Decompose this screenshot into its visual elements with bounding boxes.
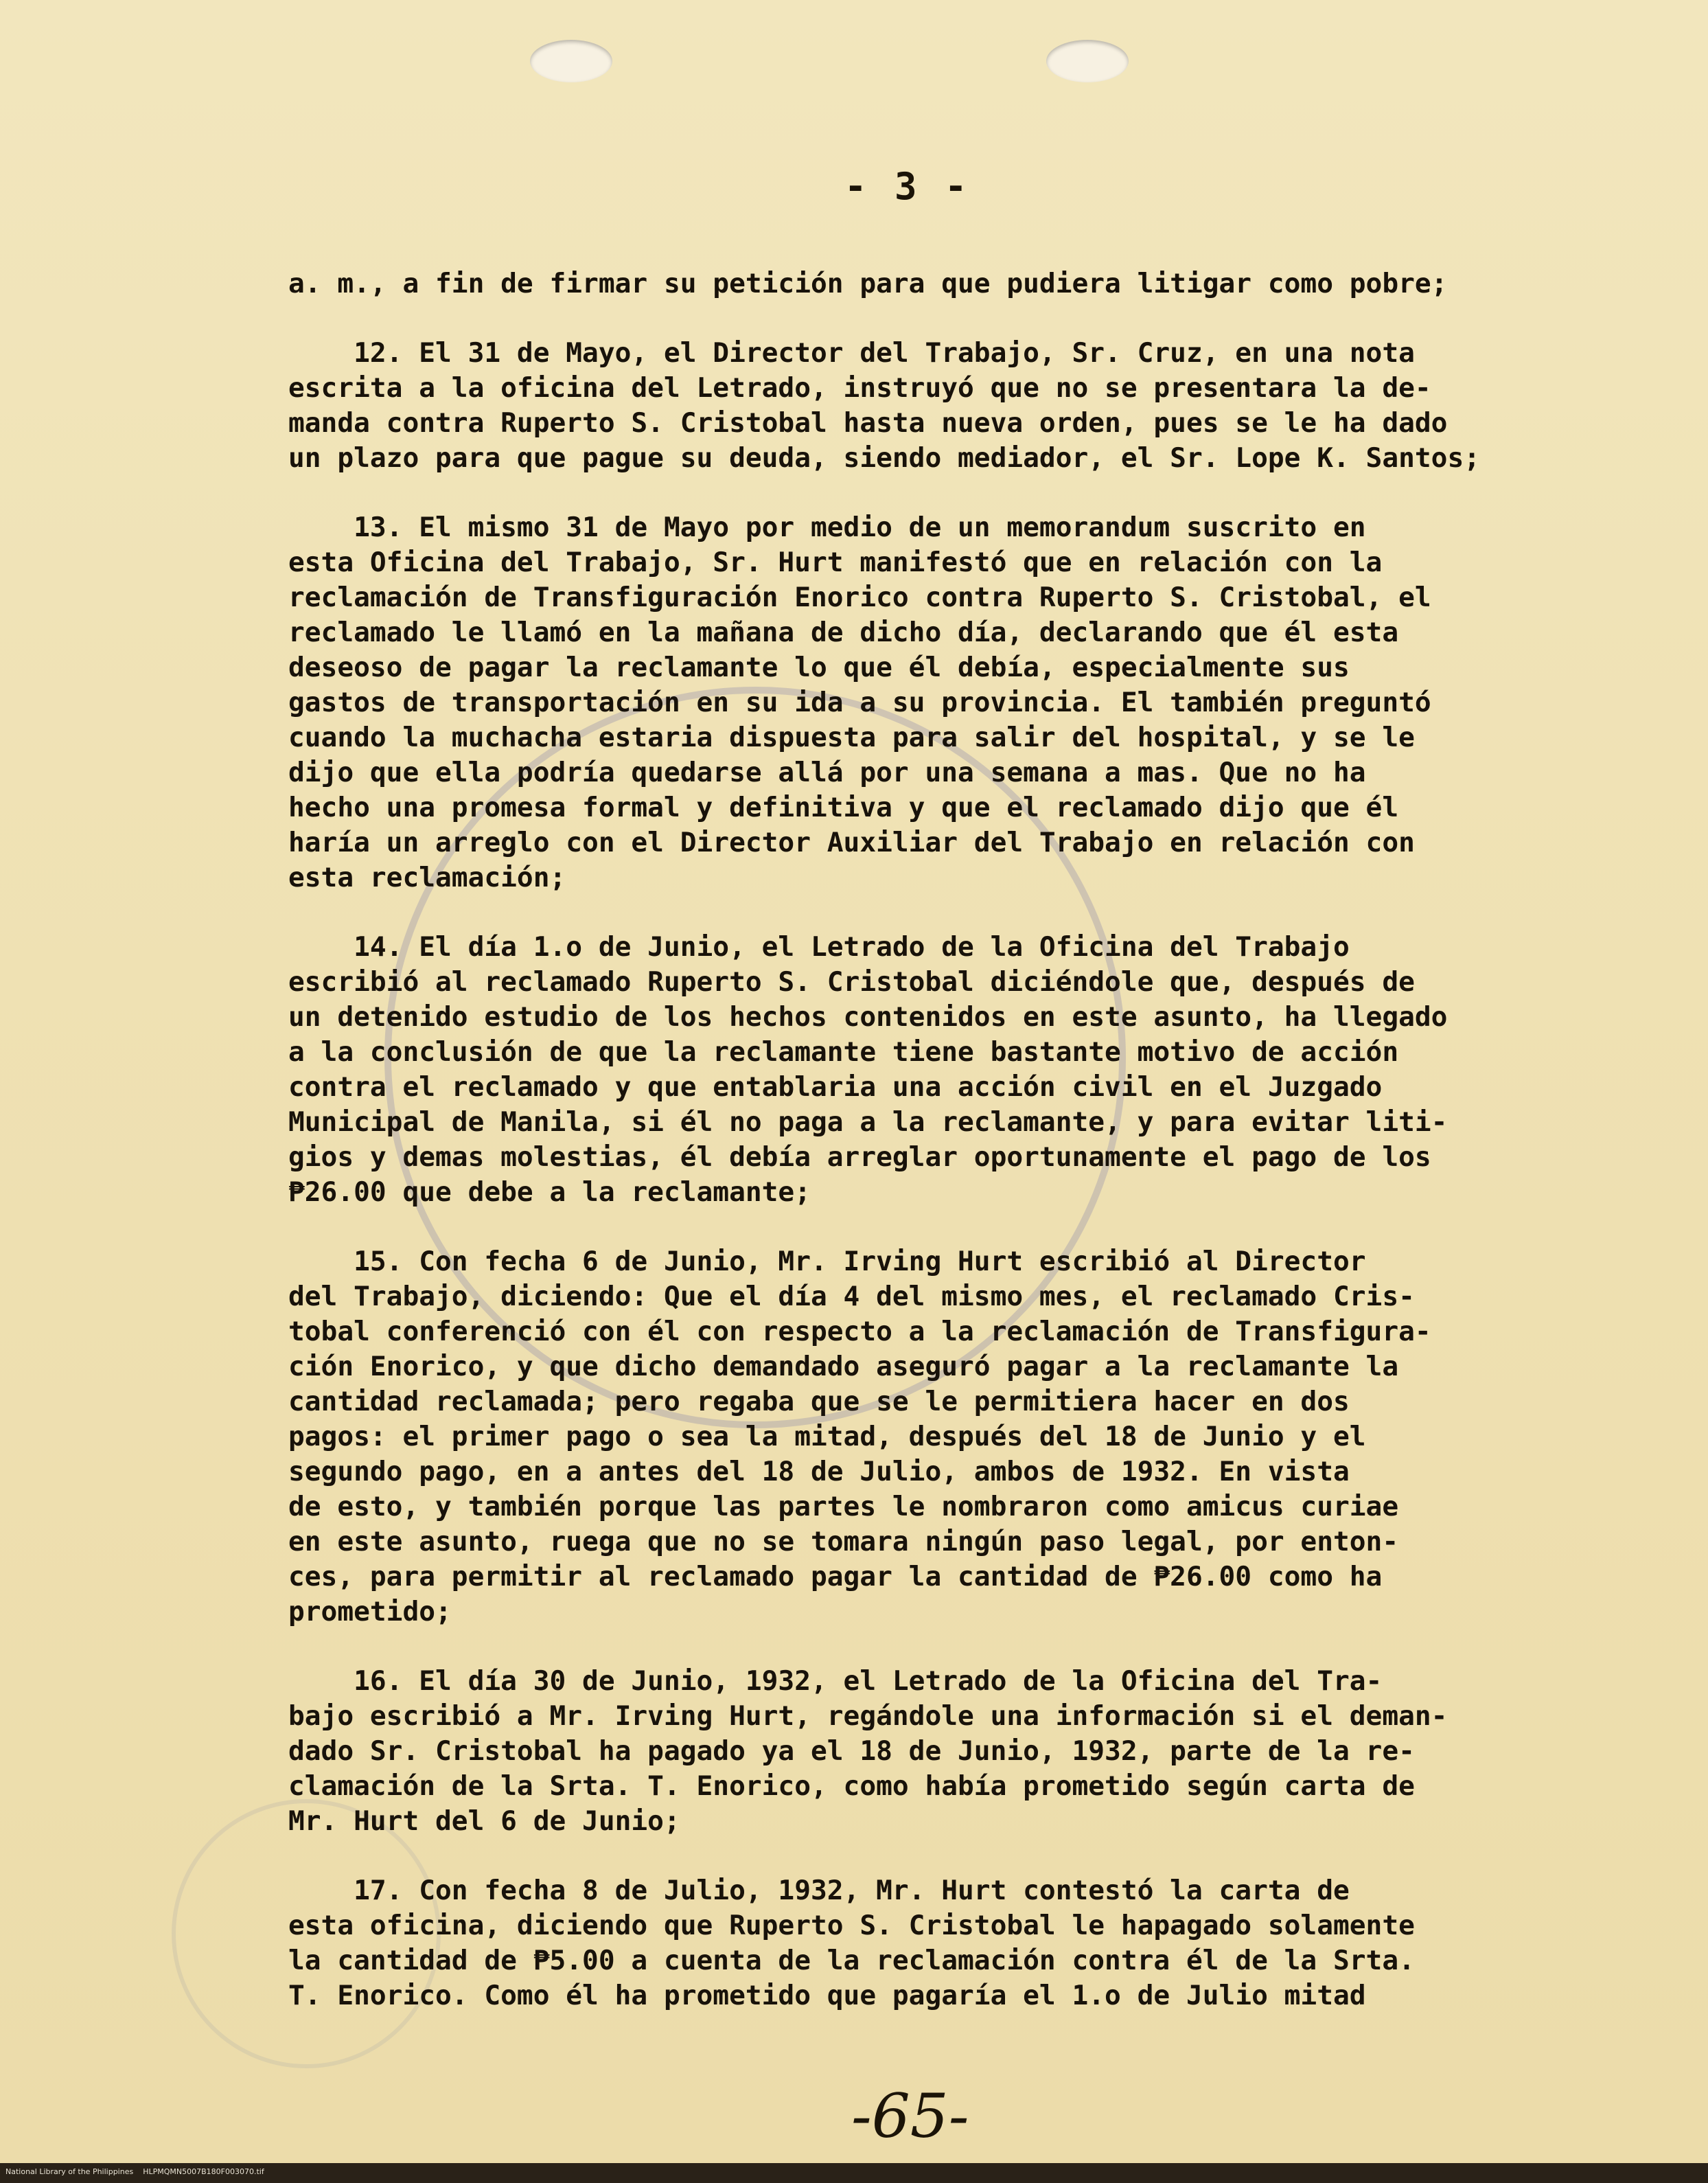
text-line: escribió al reclamado Ruperto S. Cristobal diciéndole que, después de: [288, 966, 1415, 998]
text-line: segundo pago, en a antes del 18 de Julio, ambos de 1932. En vista: [288, 1456, 1350, 1487]
text-line: ces, para permitir al reclamado pagar la cantidad de ₱26.00 como ha: [288, 1561, 1383, 1592]
text-line: 13. El mismo 31 de Mayo por medio de un memorandum suscrito en: [288, 512, 1366, 543]
paragraph: [288, 1244, 1538, 1630]
page-number: - 3 -: [844, 165, 970, 208]
text-line: contra el reclamado y que entablaria una acción civil en el Juzgado: [288, 1071, 1383, 1103]
text-line: esta oficina, diciendo que Ruperto S. Cristobal le hapagado solamente: [288, 1910, 1415, 1941]
text-line: la cantidad de ₱5.00 a cuenta de la reclamación contra él de la Srta.: [288, 1945, 1415, 1976]
text-line: reclamado le llamó en la mañana de dicho día, declarando que él esta: [288, 617, 1399, 648]
text-line: 15. Con fecha 6 de Junio, Mr. Irving Hurt escribió al Director: [288, 1246, 1366, 1277]
text-line: 17. Con fecha 8 de Julio, 1932, Mr. Hurt contestó la carta de: [288, 1875, 1350, 1906]
text-line: 12. El 31 de Mayo, el Director del Trabajo, Sr. Cruz, en una nota: [288, 337, 1415, 369]
text-line: esta Oficina del Trabajo, Sr. Hurt manifestó que en relación con la: [288, 547, 1383, 578]
paragraph-gap: [288, 1839, 1538, 1873]
text-line: T. Enorico. Como él ha prometido que pagaría el 1.o de Julio mitad: [288, 1980, 1366, 2011]
text-line: haría un arreglo con el Director Auxiliar del Trabajo en relación con: [288, 827, 1415, 858]
scan-footer-caption: National Library of the Philippines HLPMQMN5007B180F003070.tif: [5, 2167, 264, 2176]
text-line: Municipal de Manila, si él no paga a la reclamante, y para evitar liti-: [288, 1106, 1448, 1138]
punch-hole-left: [530, 40, 612, 82]
text-line: del Trabajo, diciendo: Que el día 4 del mismo mes, el reclamado Cris-: [288, 1281, 1415, 1312]
paragraph-gap: [288, 895, 1538, 930]
text-line: manda contra Ruperto S. Cristobal hasta nueva orden, pues se le ha dado: [288, 407, 1448, 439]
text-line: bajo escribió a Mr. Irving Hurt, regándole una información si el deman-: [288, 1700, 1448, 1732]
text-line: en este asunto, ruega que no se tomara ningún paso legal, por enton-: [288, 1526, 1399, 1557]
paragraph: [288, 266, 1538, 301]
text-line: deseoso de pagar la reclamante lo que él debía, especialmente sus: [288, 652, 1350, 683]
text-line: escrita a la oficina del Letrado, instruyó que no se presentara la de-: [288, 372, 1431, 404]
text-line: ₱26.00 que debe a la reclamante;: [288, 1176, 811, 1208]
text-line: tobal conferenció con él con respecto a la reclamación de Transfigura-: [288, 1316, 1431, 1347]
paragraph-gap: [288, 301, 1538, 336]
text-line: gastos de transportación en su ida a su provincia. El también preguntó: [288, 687, 1431, 718]
paragraph-gap: [288, 476, 1538, 510]
text-line: 16. El día 30 de Junio, 1932, el Letrado de la Oficina del Tra-: [288, 1665, 1383, 1697]
text-line: dijo que ella podría quedarse allá por una semana a mas. Que no ha: [288, 757, 1366, 788]
paragraph-gap: [288, 1210, 1538, 1244]
text-line: ción Enorico, y que dicho demandado aseguró pagar a la reclamante la: [288, 1351, 1399, 1382]
punch-hole-right: [1046, 40, 1129, 82]
text-line: pagos: el primer pago o sea la mitad, después del 18 de Junio y el: [288, 1421, 1366, 1452]
text-line: cantidad reclamada; pero regaba que se le permitiera hacer en dos: [288, 1386, 1350, 1417]
text-line: a la conclusión de que la reclamante tiene bastante motivo de acción: [288, 1036, 1399, 1068]
text-line: dado Sr. Cristobal ha pagado ya el 18 de Junio, 1932, parte de la re-: [288, 1735, 1415, 1767]
text-line: un detenido estudio de los hechos contenidos en este asunto, ha llegado: [288, 1001, 1448, 1033]
text-line: un plazo para que pague su deuda, siendo mediador, el Sr. Lope K. Santos;: [288, 442, 1481, 474]
handwritten-folio-number: -65-: [851, 2081, 969, 2151]
paragraph-gap: [288, 1630, 1538, 1664]
paragraph: [288, 336, 1538, 476]
text-line: esta reclamación;: [288, 862, 566, 893]
text-line: gios y demas molestias, él debía arreglar oportunamente el pago de los: [288, 1141, 1431, 1173]
text-line: cuando la muchacha estaria dispuesta para salir del hospital, y se le: [288, 722, 1415, 753]
paragraph: [288, 1873, 1538, 2013]
text-line: de esto, y también porque las partes le nombraron como amicus curiae: [288, 1491, 1399, 1522]
text-line: prometido;: [288, 1596, 452, 1627]
text-line: hecho una promesa formal y definitiva y que el reclamado dijo que él: [288, 792, 1399, 823]
paragraph: [288, 1664, 1538, 1839]
document-body: [288, 266, 1538, 2013]
text-line: clamación de la Srta. T. Enorico, como había prometido según carta de: [288, 1770, 1415, 1802]
text-line: Mr. Hurt del 6 de Junio;: [288, 1805, 680, 1837]
text-line: reclamación de Transfiguración Enorico contra Ruperto S. Cristobal, el: [288, 582, 1431, 613]
text-line: a. m., a fin de firmar su petición para que pudiera litigar como pobre;: [288, 268, 1448, 299]
paragraph: [288, 510, 1538, 895]
paragraph: [288, 930, 1538, 1210]
text-line: 14. El día 1.o de Junio, el Letrado de la Oficina del Trabajo: [288, 931, 1350, 963]
